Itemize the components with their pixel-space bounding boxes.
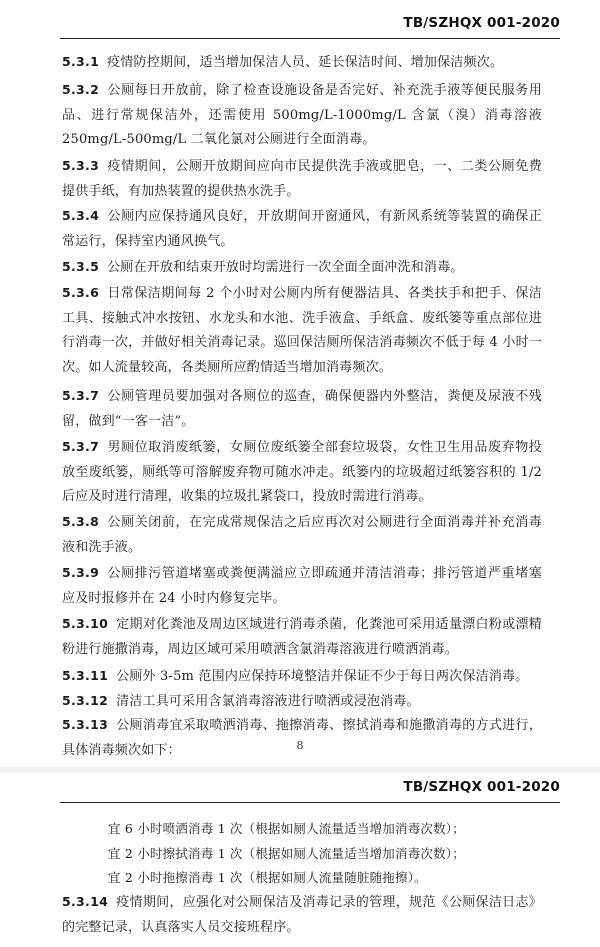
clause-text: 疫情防控期间，适当增加保洁人员、延长保洁时间、增加保洁频次。: [107, 55, 504, 70]
clause-number: 5.3.9: [62, 565, 100, 580]
clause-5-3-10: [62, 612, 542, 662]
clause-text: 公厕关闭前，在完成常规保洁之后应再次对公厕进行全面消毒并补充消毒液和洗手液。: [62, 515, 542, 555]
clause-5-3-6: [62, 281, 542, 380]
clause-text: 日常保洁期间每 2 个小时对公厕内所有便器洁具、各类扶手和把手、保洁工具、接触式冲水按钮、水龙头和水池、洗手液盒、手纸盒、废纸篓等重点部位进行消毒一次，并做好相关消毒记录。巡回保洁厕所保洁消毒频次不低于每 4 小时一次。如人流量较高，各类厕所应酌情适当增加消毒频次。: [62, 286, 542, 375]
clause-text: 疫情期间，应强化对公厕保洁及消毒记录的管理，规范《公厕保洁日志》的完整记录，认真落实人员交接班程序。: [62, 895, 542, 935]
clause-number: 5.3.7: [62, 439, 100, 454]
clause-text: 公厕内应保持通风良好，开放期间开窗通风，有新风系统等装置的确保正常运行，保持室内通风换气。: [62, 209, 542, 249]
clause-5-3-7b: [62, 435, 542, 510]
clause-text: 公厕管理员要加强对各厕位的巡查，确保便器内外整洁，粪便及尿液不残留，做到“一客一洁”。: [62, 389, 542, 429]
clause-text: 男厕位取消废纸篓，女厕位废纸篓全部套垃圾袋，女性卫生用品废弃物投放至废纸篓，厕纸等可溶解废弃物可随水冲走。纸篓内的垃圾超过纸篓容积的 1/2 后应及时进行清理，收集的垃圾扎紧袋口，投放时需进行消毒。: [62, 440, 542, 504]
page-number: 8: [296, 739, 304, 752]
clause-number: 5.3.10: [62, 616, 109, 631]
clause-number: 5.3.11: [62, 668, 109, 683]
clause-number: 5.3.3: [62, 158, 100, 173]
header-rule: [60, 38, 560, 39]
frequency-item-mop: 宜 2 小时拖擦消毒 1 次（根据如厕人流量随脏随拖擦）。: [108, 870, 427, 885]
clause-5-3-14: [62, 890, 542, 940]
clause-text: 公厕在开放和结束开放时均需进行一次全面全面冲洗和消毒。: [107, 260, 464, 275]
frequency-item-wipe: 宜 2 小时擦拭消毒 1 次（根据如厕人流量适当增加消毒次数）；: [108, 846, 465, 861]
clause-number: 5.3.4: [62, 208, 100, 223]
clause-text: 公厕外 3-5m 范围内应保持环境整洁并保证不少于每日两次保洁消毒。: [116, 669, 529, 684]
document-code-header: TB/SZHQX 001-2020: [403, 15, 560, 31]
clause-number: 5.3.6: [62, 285, 100, 300]
clause-text: 定期对化粪池及周边区域进行消毒杀菌，化粪池可采用适量漂白粉或漂精粉进行施撒消毒，周边区域可采用喷洒含氯消毒溶液进行喷洒消毒。: [62, 617, 542, 657]
clause-number: 5.3.7: [62, 388, 100, 403]
clause-5-3-1: [62, 50, 542, 76]
clause-5-3-2: [62, 78, 542, 153]
clause-number: 5.3.8: [62, 514, 100, 529]
clause-5-3-9: [62, 561, 542, 611]
clause-text: 疫情期间，公厕开放期间应向市民提供洗手液或肥皂，一、二类公厕免费提供手纸，有加热装置的提供热水洗手。: [62, 159, 542, 199]
clause-text: 公厕消毒宜采取喷洒消毒、拖擦消毒、擦拭消毒和施撒消毒的方式进行，具体消毒频次如下：: [62, 718, 542, 758]
clause-number: 5.3.2: [62, 82, 100, 97]
clause-text: 公厕排污管道堵塞或粪便满溢应立即疏通并清洁消毒；排污管道严重堵塞应及时报修并在 24 小时内修复完毕。: [62, 566, 542, 606]
clause-5-3-8: [62, 510, 542, 560]
header-rule-page2: [60, 802, 560, 803]
clause-5-3-13: [62, 713, 542, 763]
clause-5-3-3: [62, 154, 542, 204]
clause-text: 清洁工具可采用含氯消毒溶液进行喷洒或浸泡消毒。: [116, 694, 420, 709]
clause-number: 5.3.12: [62, 693, 109, 708]
clause-5-3-5: [62, 255, 542, 281]
clause-number: 5.3.1: [62, 54, 100, 69]
clause-number: 5.3.14: [62, 894, 109, 909]
clause-5-3-7a: [62, 384, 542, 434]
document-code-header-page2: TB/SZHQX 001-2020: [403, 779, 560, 795]
clause-text: 公厕每日开放前，除了检查设施设备是否完好、补充洗手液等便民服务用品、进行常规保洁外，还需使用 500mg/L-1000mg/L 含氯（溴）消毒溶液 250mg/L-500mg/L 二氧化氯对公厕进行全面消毒。: [62, 83, 542, 147]
clause-5-3-11: [62, 664, 542, 690]
clause-5-3-4: [62, 204, 542, 254]
clause-number: 5.3.13: [62, 717, 109, 732]
frequency-item-spray: 宜 6 小时喷洒消毒 1 次（根据如厕人流量适当增加消毒次数）；: [108, 821, 465, 836]
clause-5-3-12: [62, 689, 542, 715]
page-break: [0, 767, 600, 773]
clause-number: 5.3.5: [62, 259, 100, 274]
